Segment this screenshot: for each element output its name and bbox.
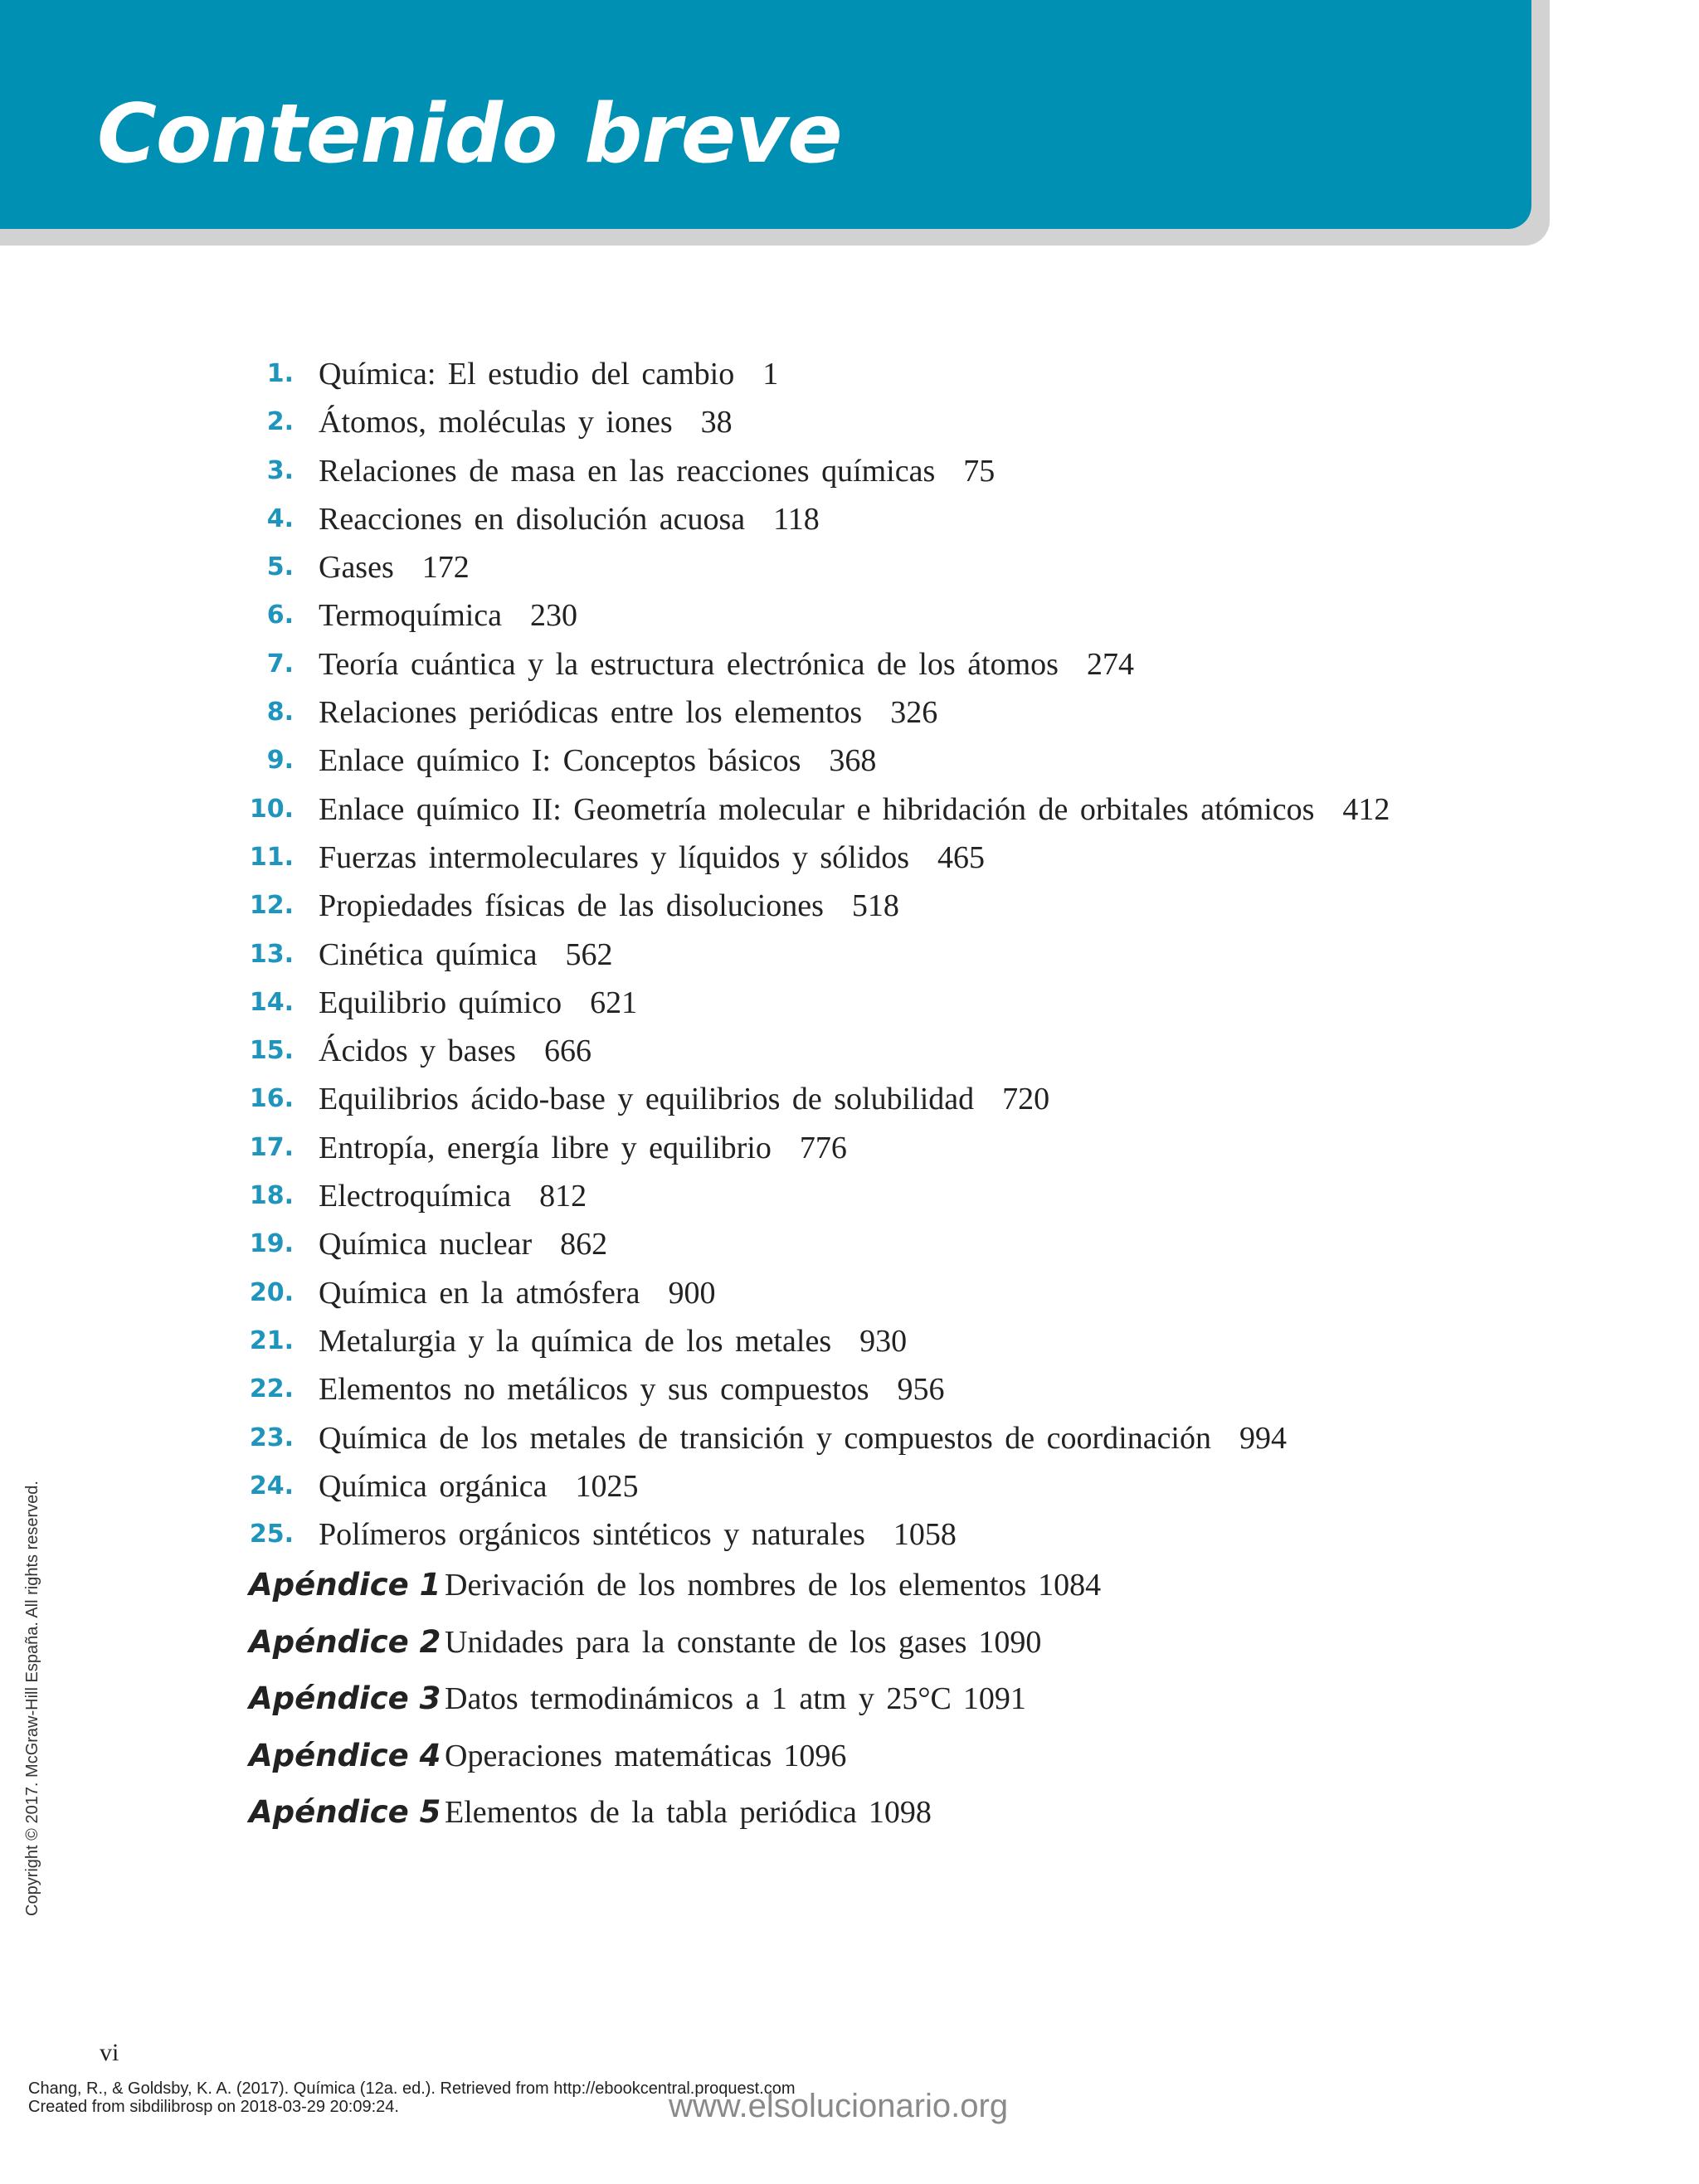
chapter-number: 17. <box>249 1132 294 1162</box>
chapter-page: 326 <box>890 695 938 731</box>
chapter-title: Equilibrio químico <box>319 985 562 1020</box>
chapter-number: 11. <box>249 842 294 872</box>
chapter-title: Química de los metales de transición y compuestos de coordinación <box>319 1420 1211 1456</box>
chapter-page: 956 <box>897 1372 945 1408</box>
appendix-title: Elementos de la tabla periódica <box>445 1795 857 1830</box>
chapter-number: 4. <box>266 503 294 533</box>
chapter-page: 720 <box>1002 1082 1050 1117</box>
chapter-number: 25. <box>249 1520 294 1549</box>
appendix-page: 1096 <box>783 1738 847 1773</box>
chapter-page: 230 <box>530 598 578 634</box>
chapter-title: Teoría cuántica y la estructura electrónica de los átomos <box>319 646 1059 682</box>
chapter-title: Entropía, energía libre y equilibrio <box>319 1130 772 1165</box>
chapter-page: 75 <box>963 453 996 489</box>
chapter-page: 118 <box>773 501 820 537</box>
appendix-label: Apéndice 4 <box>249 1737 441 1773</box>
chapter-page: 812 <box>539 1179 587 1214</box>
chapter-number: 5. <box>266 552 294 582</box>
appendix-label: Apéndice 1 <box>249 1567 441 1603</box>
citation-line: Created from sibdilibrosp on 2018-03-29 20:09:24. <box>28 2098 399 2116</box>
chapter-title: Química en la atmósfera <box>319 1275 640 1311</box>
chapter-title: Gases <box>319 550 394 586</box>
chapter-page: 274 <box>1086 646 1134 682</box>
chapter-title: Enlace químico I: Conceptos básicos <box>319 743 801 779</box>
chapter-title: Relaciones de masa en las reacciones químicas <box>319 453 936 489</box>
chapter-number: 20. <box>249 1277 294 1307</box>
watermark-text: www.elsolucionario.org <box>669 2088 1009 2124</box>
header-banner <box>0 0 1531 229</box>
chapter-page: 621 <box>590 985 638 1020</box>
appendix-title: Datos termodinámicos a 1 atm y 25°C <box>445 1681 952 1716</box>
chapter-number: 10. <box>249 794 294 824</box>
chapter-title: Cinética química <box>319 936 538 972</box>
chapter-page: 930 <box>859 1323 908 1359</box>
appendix-title: Derivación de los nombres de los elementos <box>445 1568 1027 1603</box>
chapter-page: 900 <box>668 1275 716 1311</box>
chapter-page: 1 <box>762 357 779 392</box>
chapter-number: 19. <box>249 1229 294 1259</box>
chapter-page: 994 <box>1239 1420 1287 1456</box>
chapter-number: 14. <box>249 987 294 1017</box>
chapter-number: 2. <box>266 407 294 437</box>
chapter-page: 862 <box>560 1227 608 1262</box>
citation-line: Chang, R., & Goldsby, K. A. (2017). Química (12a. ed.). Retrieved from http://ebookcentral.proquest.com <box>28 2079 796 2098</box>
chapter-number: 18. <box>249 1181 294 1211</box>
chapter-number: 13. <box>249 939 294 969</box>
page-title: Contenido breve <box>97 87 842 182</box>
chapter-title: Equilibrios ácido-base y equilibrios de solubilidad <box>319 1082 975 1117</box>
chapter-number: 7. <box>266 649 294 679</box>
chapter-number: 3. <box>266 455 294 485</box>
chapter-number: 21. <box>249 1325 294 1355</box>
chapter-number: 1. <box>266 359 294 388</box>
appendix-page: 1090 <box>978 1624 1042 1660</box>
chapter-page: 465 <box>937 839 986 875</box>
chapter-title: Ácidos y bases <box>319 1034 516 1069</box>
chapter-number: 16. <box>249 1084 294 1114</box>
chapter-page: 172 <box>421 550 470 586</box>
chapter-title: Electroquímica <box>319 1179 512 1214</box>
chapter-page: 666 <box>543 1034 591 1069</box>
chapter-title: Reacciones en disolución acuosa <box>319 501 746 537</box>
chapter-title: Polímeros orgánicos sintéticos y naturales <box>319 1517 865 1553</box>
chapter-title: Química: El estudio del cambio <box>319 357 735 392</box>
chapter-number: 12. <box>249 891 294 921</box>
chapter-number: 23. <box>249 1423 294 1452</box>
chapter-number: 6. <box>266 601 294 630</box>
appendix-page: 1084 <box>1038 1568 1102 1603</box>
copyright-notice: Copyright © 2017. McGraw-Hill España. All rights reserved. <box>23 1481 41 1916</box>
chapter-page: 1058 <box>893 1517 957 1553</box>
appendix-title: Unidades para la constante de los gases <box>445 1624 967 1660</box>
chapter-page: 562 <box>565 936 613 972</box>
chapter-page: 38 <box>700 405 733 440</box>
chapter-title: Química nuclear <box>319 1227 533 1262</box>
appendix-title: Operaciones matemáticas <box>445 1738 772 1773</box>
appendix-label: Apéndice 5 <box>249 1794 441 1830</box>
chapter-page: 1025 <box>575 1468 639 1504</box>
chapter-number: 22. <box>249 1374 294 1404</box>
chapter-title: Fuerzas intermoleculares y líquidos y sólidos <box>319 839 910 875</box>
chapter-title: Metalurgia y la química de los metales <box>319 1323 832 1359</box>
chapter-title: Enlace químico II: Geometría molecular e hibridación de orbitales atómicos <box>319 791 1315 827</box>
chapter-page: 368 <box>829 743 877 779</box>
chapter-page: 412 <box>1342 791 1390 827</box>
chapter-title: Relaciones periódicas entre los elementos <box>319 695 863 731</box>
chapter-number: 9. <box>266 746 294 776</box>
appendix-label: Apéndice 2 <box>249 1623 441 1660</box>
appendix-page: 1098 <box>868 1795 932 1830</box>
chapter-number: 8. <box>266 698 294 727</box>
chapter-title: Elementos no metálicos y sus compuestos <box>319 1372 869 1408</box>
chapter-number: 15. <box>249 1036 294 1066</box>
appendix-page: 1091 <box>962 1681 1026 1716</box>
page-number: vi <box>100 2039 119 2066</box>
chapter-page: 518 <box>851 888 899 924</box>
chapter-number: 24. <box>249 1471 294 1501</box>
chapter-title: Termoquímica <box>319 598 503 634</box>
chapter-page: 776 <box>799 1130 847 1165</box>
chapter-title: Propiedades físicas de las disoluciones <box>319 888 824 924</box>
appendix-label: Apéndice 3 <box>249 1681 441 1716</box>
chapter-title: Química orgánica <box>319 1468 548 1504</box>
chapter-title: Átomos, moléculas y iones <box>319 405 673 440</box>
